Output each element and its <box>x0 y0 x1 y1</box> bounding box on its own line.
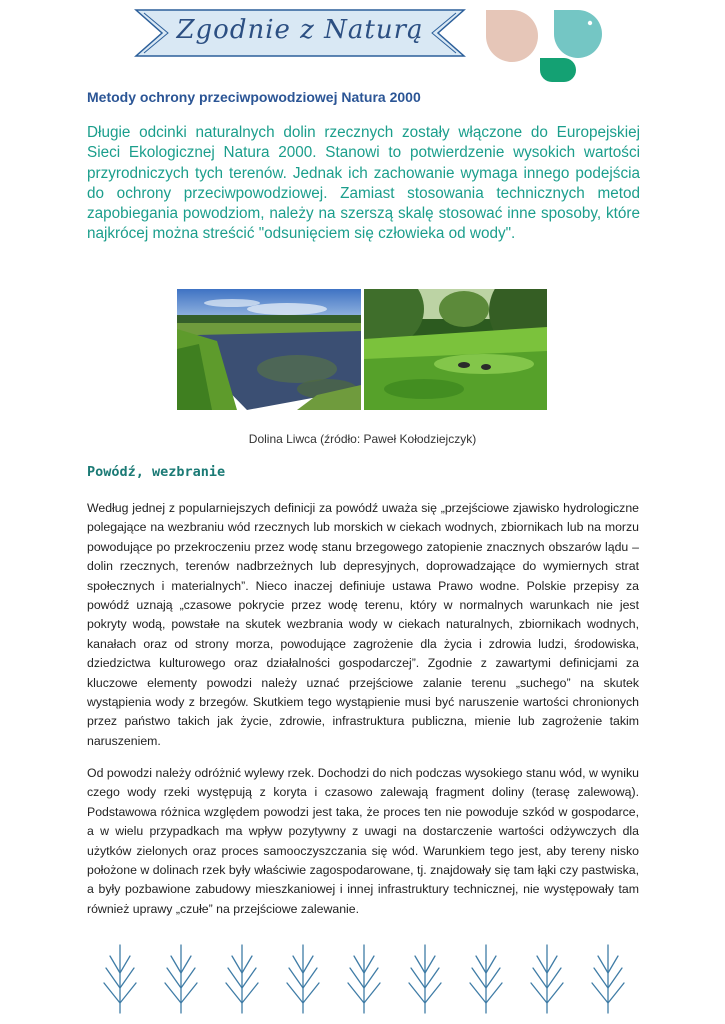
section-heading: Powódź, wezbranie <box>87 464 226 480</box>
wheat-sprig-icon <box>226 945 258 1013</box>
section-paragraph-1: Według jednej z popularniejszych definicji za powódź uważa się „przejściowe zjawisko hydrologiczne polegające na wezbraniu wód rzecznych lub morskich w ciekach wodnych, zbiornikach lub na morzu powodujące po przekroczeniu przez wodę stanu brzegowego zatopienie znacznych obszarów lądu – dolin rzecznych, terenów nadbrzeżnych lub depresyjnych, doprowadzające do wymiernych strat społecznych i materialnych”. Nieco inaczej definiuje ustawa Prawo wodne. Polskie przepisy za powódź uznają „czasowe pokrycie przez wodę terenu, który w normalnych warunkach nie jest pokryty wodą, powstałe na skutek wezbrania wody w ciekach naturalnych, zbiornikach wodnych, kanałach oraz od strony morza, powodujące zagrożenie dla życia i zdrowia ludzi, środowiska, dziedzictwa kulturowego oraz działalności gospodarczej”. Zgodnie z zawartymi definicjami za kluczowe elementy powodzi należy uznać przejściowe zalanie terenu „suchego” na skutek wystąpienia wody z brzegów. Skutkiem tego wystąpienie musi być naruszenie wartości chronionych przez państwo takich jak życie, zdrowie, infrastruktura publiczna, mienie lub zagrożenie takim naruszeniem. <box>87 501 639 748</box>
river-valley-photo-left <box>177 289 361 410</box>
wheat-sprig-icon <box>165 945 197 1013</box>
wheat-sprig-icon <box>409 945 441 1013</box>
wheat-sprig-icon <box>287 945 319 1013</box>
leaf-logo-icon <box>484 8 604 88</box>
river-valley-photo-right <box>364 289 547 410</box>
wheat-sprig-icon <box>531 945 563 1013</box>
intro-paragraph: Długie odcinki naturalnych dolin rzecznych zostały włączone do Europejskiej Sieci Ekologicznej Natura 2000. Stanowi to potwierdzenie wysokich wartości przyrodniczych tych terenów. Jednak ich zachowanie wymaga innego podejścia do ochrony przeciwpowodziowej. Zamiast stosowania technicznych metod zapobiegania powodziom, należy na szerszą skalę stosować inne sposoby, które najkrócej można streścić "odsunięciem się człowieka od wody". <box>87 124 640 243</box>
footer-wheat-ornament <box>90 943 640 1018</box>
header-banner <box>134 8 466 58</box>
wheat-sprig-icon <box>348 945 380 1013</box>
wheat-sprig-icon <box>470 945 502 1013</box>
section-paragraph-2: Od powodzi należy odróżnić wylewy rzek. Dochodzi do nich podczas wysokiego stanu wód, w wyniku czego wody rzeki występują z koryta i czasowo zalewają fragment doliny (terasę zalewową). Podstawowa różnica względem powodzi jest taka, że proces ten nie powoduje szkód w gospodarce, a w wielu przypadkach ma wpływ pozytywny z uwagi na dostarczenie wartości odżywczych dla użytków zielonych oraz proces samooczyszczania się wód. Warunkiem tego jest, aby tereny nisko położone w dolinach rzek były właściwie zagospodarowane, tj. znajdowały się tam łąki czy pastwiska, a były pozbawione zabudowy mieszkaniowej i innej infrastruktury technicznej, nie występowały tam również uprawy „czułe” na przejściowe zalewanie. <box>87 766 639 916</box>
document-title: Metody ochrony przeciwpowodziowej Natura 2000 <box>87 89 421 105</box>
wheat-sprig-icon <box>104 945 136 1013</box>
wheat-sprig-icon <box>592 945 624 1013</box>
figure-caption: Dolina Liwca (źródło: Paweł Kołodziejczyk) <box>248 432 477 446</box>
banner-title: Zgodnie z Naturą <box>176 15 424 45</box>
